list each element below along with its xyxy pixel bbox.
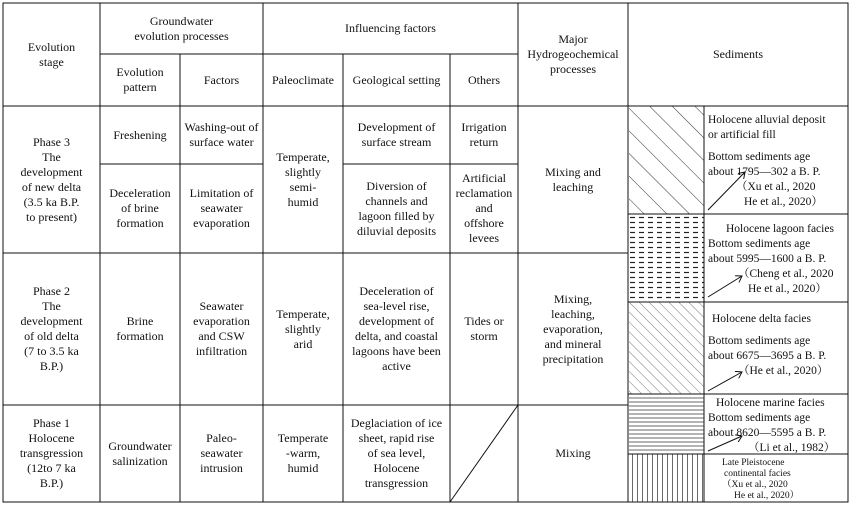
sediment-delta-text: Holocene delta facies Bottom sediments age about 6675—3695 a B. P. （He et al., 2020） <box>708 313 829 377</box>
phase1-factors: Paleo- seawater intrusion <box>200 431 243 475</box>
phase3-paleoclimate: Temperate, slightly semi- humid <box>276 149 330 209</box>
phase3b-geological: Diversion of channels and lagoon filled by diluvial deposits <box>357 178 436 238</box>
phase2-stage: Phase 2 The development of old delta (7 to 3.5 ka B.P.) <box>20 284 83 373</box>
sediment-alluvial-text: Holocene alluvial deposit or artificial fill Bottom sediments age about 1795—302 a B. P. （Xu et al., 2020 He et al., 2020） <box>708 114 826 208</box>
pattern-continental <box>629 454 704 502</box>
phase1-paleoclimate: Temperate -warm, humid <box>277 431 329 475</box>
header-major-processes: Major Hydrogeochemical processes <box>527 32 619 76</box>
phase2-geological: Deceleration of sea-level rise, development of delta, and coastal lagoons have been active <box>352 284 441 373</box>
header-evolution-pattern: Evolution pattern <box>116 65 164 94</box>
phase2-major-processes: Mixing, leaching, evaporation, and mineral precipitation <box>542 291 604 366</box>
phase2-pattern: Brine formation <box>116 314 164 343</box>
header-paleoclimate: Paleoclimate <box>272 72 334 87</box>
phase3a-pattern: Freshening <box>113 127 167 142</box>
phase1-major-processes: Mixing <box>555 446 591 460</box>
header-factors: Factors <box>203 72 240 87</box>
phase1-geological: Deglaciation of ice sheet, rapid rise of sea level, Holocene transgression <box>350 416 443 490</box>
phase3-major-processes: Mixing and leaching <box>545 164 601 194</box>
phase3b-others: Artificial reclamation and offshore levees <box>455 171 513 245</box>
phase3a-others: Irrigation return <box>461 120 507 149</box>
pattern-delta <box>629 302 704 394</box>
pattern-alluvial <box>629 106 704 214</box>
phase3b-factors: Limitation of seawater evaporation <box>189 186 254 230</box>
phase1-pattern: Groundwater salinization <box>108 438 172 468</box>
header-evolution-stage: Evolution stage <box>27 39 76 69</box>
phase3-stage: Phase 3 The development of new delta (3.5 ka B.P. to present) <box>20 134 83 224</box>
phase2-paleoclimate: Temperate, slightly arid <box>276 306 330 351</box>
phase2-others: Tides or storm <box>464 314 504 343</box>
sediment-marine-text: Holocene marine facies Bottom sediments age about 8620—5595 a B. P. （Li et al., 1982） <box>708 397 836 454</box>
phase3a-factors: Washing-out of surface water <box>184 120 259 149</box>
header-influencing-factors: Influencing factors <box>345 21 436 35</box>
phase3b-pattern: Deceleration of brine formation <box>109 186 171 230</box>
header-sediments: Sediments <box>713 47 763 61</box>
phase2-factors: Seawater evaporation and CSW infiltration <box>193 299 250 358</box>
sediment-continental-text: Late Pleistocene continental facies （Xu et al., 2020 He et al., 2020） <box>722 458 800 501</box>
header-others: Others <box>468 72 500 87</box>
header-groundwater-processes: Groundwater evolution processes <box>134 13 229 43</box>
pattern-lagoon <box>629 214 704 302</box>
phase1-stage: Phase 1 Holocene transgression (12to 7 ka B.P.) <box>19 416 84 490</box>
phase3a-geological: Development of surface stream <box>357 120 436 149</box>
header-geological-setting: Geological setting <box>352 72 441 87</box>
pattern-marine <box>629 394 704 454</box>
sediment-lagoon-text: Holocene lagoon facies Bottom sediments age about 5995—1600 a B. P. （Cheng et al., 2020 He et al., 2020） <box>708 223 834 295</box>
